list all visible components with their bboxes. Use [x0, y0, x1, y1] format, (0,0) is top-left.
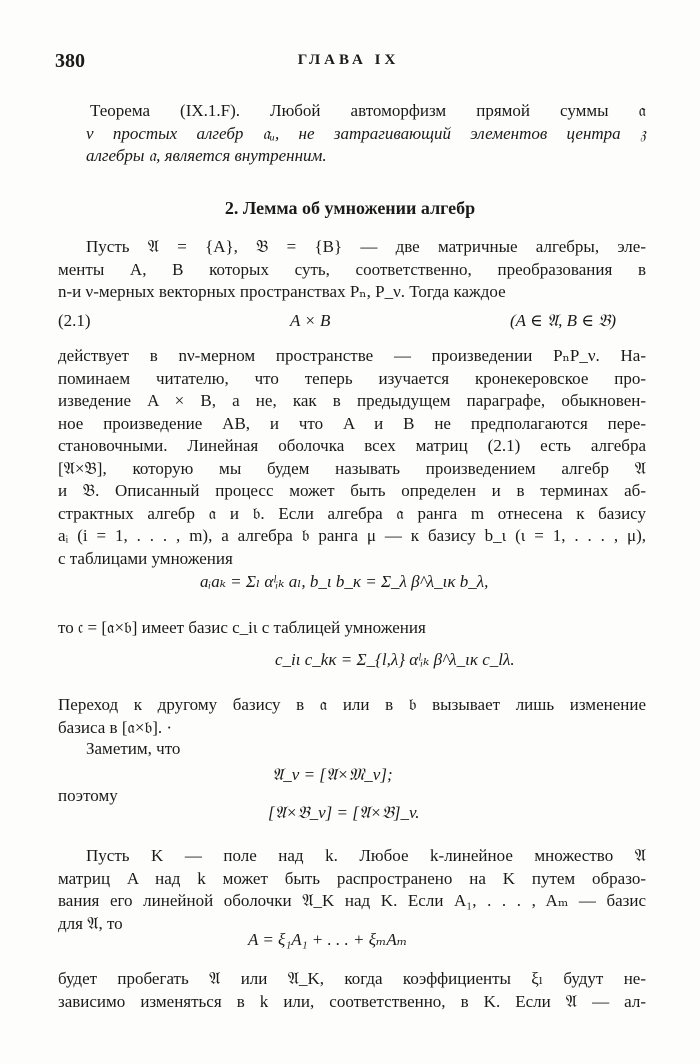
text-line: поминаем читателю, что теперь изучается кронекеровское про-	[58, 368, 646, 388]
note-equation-2: [𝔄×𝔅_v] = [𝔄×𝔅]_v.	[268, 803, 420, 822]
text-line: для 𝔄, то	[58, 913, 123, 933]
chapter-title: ГЛАВА IX	[297, 52, 400, 68]
text-line: ное произведение AB, и что A и B не предполагаются пере-	[58, 413, 646, 433]
text-line: вания его линейной оболочки 𝔄_K над K. Если A₁, . . . , Aₘ — базис	[58, 891, 646, 910]
text-line: зависимо изменяться в k или, соответственно, в K. Если 𝔄 — ал-	[58, 991, 646, 1011]
text-line: Пусть K — поле над k. Любое k-линейное множество 𝔄	[86, 846, 646, 865]
paragraph-5	[58, 845, 646, 935]
text-line: будет пробегать 𝔄 или 𝔄_K, когда коэффициенты ξₗ будут не-	[58, 969, 646, 988]
equation-number: (2.1)	[58, 311, 91, 330]
paragraph-4	[58, 694, 646, 739]
section-title: 2. Лемма об умножении алгебр	[224, 198, 476, 218]
theorem-block	[86, 100, 646, 168]
text-line: матриц A над k может быть распространено на K путем образо-	[58, 868, 646, 888]
basis-equation: A = ξ₁A₁ + . . . + ξₘAₘ	[248, 930, 408, 949]
text-line: и 𝔅. Описанный процесс может быть определен и в терминах аб-	[58, 481, 646, 500]
text-line: n-и ν-мерных векторных пространствах Pₙ, P_ν. Тогда каждое	[58, 282, 506, 301]
theorem-line: v простых алгебр 𝔞ᵤ, не затрагивающий элементов центра 𝔷	[86, 123, 646, 143]
text-line: страктных алгебр 𝔞 и 𝔟. Если алгебра 𝔞 ранга m отнесена к базису	[58, 503, 646, 523]
text-line: Переход к другому базису в 𝔞 или в 𝔟 вызывает лишь изменение	[58, 695, 646, 714]
text-line: aᵢ (i = 1, . . . , m), а алгебра 𝔟 ранга μ — к базису b_ι (ι = 1, . . . , μ),	[58, 526, 646, 545]
equation-condition: (A ∈ 𝔄, B ∈ 𝔅)	[510, 311, 616, 330]
note-text: поэтому	[58, 786, 118, 805]
note-equation-1: 𝔄_v = [𝔄×𝔐_v];	[272, 765, 393, 784]
text-line: базиса в [𝔞×𝔟]. ·	[58, 717, 173, 737]
product-table-equation: c_iι c_kκ = Σ_{l,λ} αˡᵢₖ β^λ_ικ c_lλ.	[275, 650, 515, 669]
paragraph-1	[58, 236, 646, 304]
text-line: действует в nν-мерном пространстве — произведении PₙP_ν. На-	[58, 346, 646, 365]
multiplication-table-equation: aᵢaₖ = Σₗ αˡᵢₖ aₗ, b_ι b_κ = Σ_λ β^λ_ικ b_λ,	[200, 572, 489, 591]
note-text: Заметим, что	[86, 739, 181, 758]
paragraph-2	[58, 345, 646, 570]
text-line: становочными. Линейная оболочка всех матриц (2.1) есть алгебра	[58, 436, 646, 455]
paragraph-3: то 𝔠 = [𝔞×𝔟] имеет базис c_iι с таблицей умножения	[58, 618, 426, 637]
text-line: с таблицами умножения	[58, 548, 233, 568]
text-line: менты A, B которых суть, соответственно, преобразования в	[58, 259, 646, 279]
equation-2-1: A × B	[290, 311, 331, 330]
text-line: изведение A × B, а не, как в предыдущем параграфе, обыкновен-	[58, 391, 646, 410]
running-header	[55, 50, 642, 80]
text-line: Пусть 𝔄 = {A}, 𝔅 = {B} — две матричные алгебры, эле-	[86, 237, 646, 256]
theorem-line: Теорема (IX.1.F). Любой автоморфизм прямой суммы 𝔞	[90, 101, 646, 120]
theorem-line: алгебры 𝔞, является внутренним.	[86, 146, 327, 165]
paragraph-6	[58, 968, 646, 1013]
page-number: 380	[55, 50, 85, 72]
text-line: [𝔄×𝔅], которую мы будем называть произведением алгебр 𝔄	[58, 458, 646, 478]
